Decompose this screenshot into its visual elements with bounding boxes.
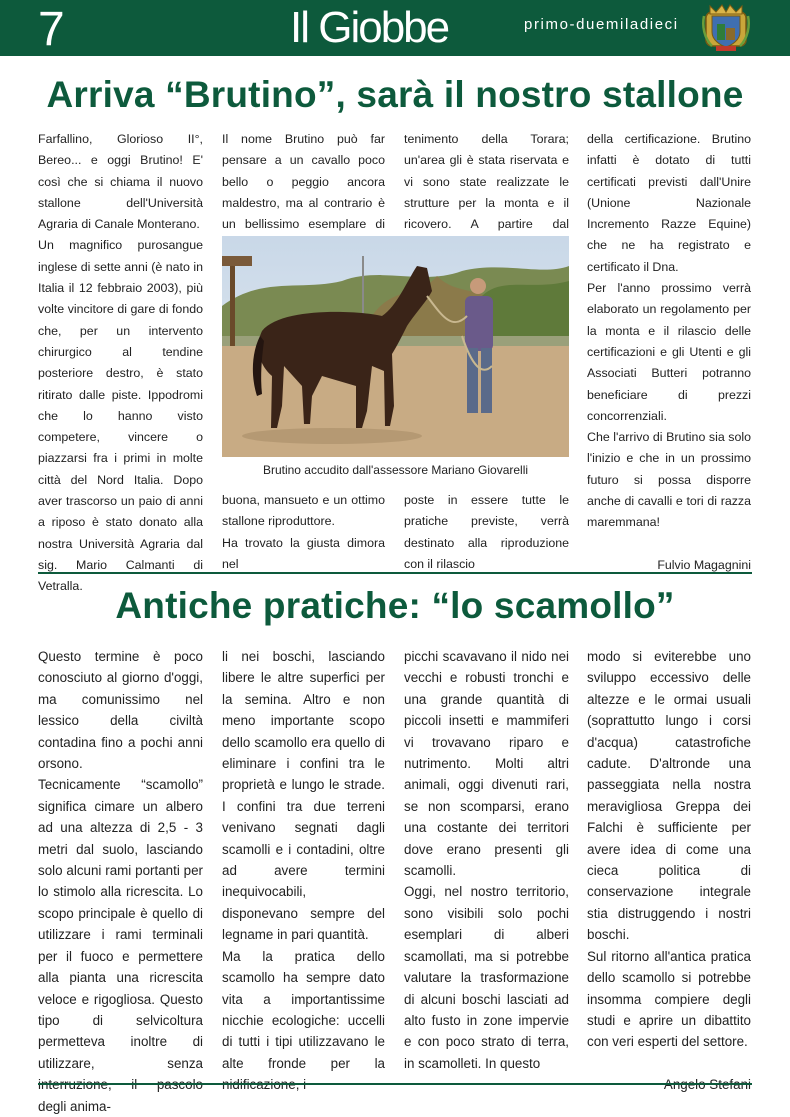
article1-column-3-bottom xyxy=(404,490,569,575)
bottom-divider xyxy=(38,1083,752,1085)
article1-column-4 xyxy=(587,129,751,576)
paragraph: li nei boschi, lasciando libere le altre superfici per la semina. Altro e non meno importante scopo dello scamollo era quello di eliminare i confini tra le proprietà e lungo le strade. I confini tra due terreni venivano segnati dagli scamolli e i contadini, oltre ad avere termini inequivocabili, disponevano sempre del legname in pari quantità. xyxy=(222,649,385,943)
paragraph: Ha trovato la giusta dimora nel xyxy=(222,535,385,571)
section-divider xyxy=(38,572,752,574)
paragraph: Tecnicamente “scamollo” significa cimare un albero ad una altezza di 2,5 - 3 metri dal suolo, lasciando solo alcuni rami portanti per lo stimolo alla ricrescita. Lo scopo principale è quello di utilizzare i rami terminali per il fuoco e permettere alla pianta una ricrescita veloce e rigogliosa. Questo tipo di selvicoltura permetteva inoltre di utilizzare, senza degli anima- xyxy=(38,777,203,1114)
paragraph: Il nome Brutino può far pensare a un cavallo poco bello o peggio ancora maldestro, ma al contrario è un bellissimo esemplare di xyxy=(222,132,385,232)
article2-headline: Antiche pratiche: “lo scamollo” xyxy=(115,585,675,626)
article1-column-1 xyxy=(38,129,203,598)
paragraph: Ma la pratica dello scamollo ha sempre dato vita a importantissime nicchie ecologiche: uccelli di tutti i tipi utilizzavano le alte fronde per la xyxy=(222,948,385,1071)
paragraph: Che l'arrivo di Brutino sia solo l'inizio e che in un prossimo futuro si possa disporre anche di cavalli e tori di razza maremmana! xyxy=(587,430,751,530)
paragraph: Oggi, nel nostro territorio, sono visibili solo pochi esemplari di alberi scamollati, ma si potrebbe valutare la trasformazione di alcuni boschi lasciati ad alto fusto in zone impervie e con poco strato di terra, in scamolleti. In questo xyxy=(404,884,569,1071)
page-number: 7 xyxy=(38,3,65,56)
paragraph: poste in essere tutte le pratiche previste, verrà destinato alla riproduzione con il rilascio xyxy=(404,493,569,571)
article1-column-2-bottom xyxy=(222,490,385,575)
paragraph: picchi scavavano il nido nei vecchi e robusti tronchi e una grande quantità di piccoli insetti e mammiferi vi trovavano riparo e nutrimento. Molti altri animali, oggi divenuti rari, se non scomparsi, erano una costante dei territori dove erano presenti gli scamolli. xyxy=(404,649,569,879)
masthead xyxy=(0,0,790,56)
paragraph: Un magnifico purosangue inglese di sette anni (è nato in Italia il 12 febbraio 2003), più volte vincitore di gare di fondo che, per un intervento chirurgico al tendine posteriore destro, è stato ritirato dalle piste. Ippodromi che lo hanno visto competere, vincere o piazzarsi fra i primi in molte città del Nord Italia. Dopo aver trascorso un paio di anni a riposo è stato donato alla nostra Università Agraria dal sig. Mario Calmanti di Vetralla. xyxy=(38,238,203,594)
paragraph: Questo termine è poco conosciuto al giorno d'oggi, ma comunissimo nel lessico della civiltà contadina fino a pochi anni orsono. xyxy=(38,649,203,772)
paragraph: tenimento della Torara; un'area gli è stata riservata e vi sono state realizzate le strutture per la monta e il ricovero. A partire dal xyxy=(404,132,569,232)
photo-caption: Brutino accudito dall'assessore Mariano Giovarelli xyxy=(262,463,529,477)
article2-column-3 xyxy=(404,646,569,1074)
author-signature: Fulvio Magagnini xyxy=(657,557,751,572)
article1-headline: Arriva “Brutino”, sarà il nostro stallone xyxy=(46,74,744,115)
paragraph: Farfallino, Glorioso II°, Bereo... e oggi Brutino! E' così che si chiama il nuovo stallone dell'Università Agraria di Canale Monterano. xyxy=(38,132,203,232)
paragraph: Per l'anno prossimo verrà elaborato un regolamento per la monta e il rilascio delle certificazioni e gli Utenti e gli Associati Butteri potranno beneficiare di prezzi concorrenziali. xyxy=(587,281,751,423)
article2-column-2 xyxy=(222,646,385,1096)
paragraph: della certificazione. Brutino infatti è dotato di tutti certificati previsti dall'Unire (Unione Nazionale Incremento Razze Equine) che ne ha registrato e certificato il Dna. xyxy=(587,132,751,274)
paragraph: buona, mansueto e un ottimo stallone riproduttore. xyxy=(222,493,385,529)
article2-column-4 xyxy=(587,646,751,1095)
paragraph: Sul ritorno all'antica pratica dello scamollo si potrebbe insomma compiere degli studi e aprire un dibattito con veri esperti del settore. xyxy=(587,948,751,1050)
horse-photo xyxy=(222,236,569,457)
paragraph: modo si eviterebbe uno sviluppo eccessivo delle altezze e le ormai usuali (soprattutto lungo i corsi d'acqua) catastrofiche cadute. D'altronde una passeggiata nella nostra meravigliosa Greppa dei Falchi è sufficiente per avere idea di come una cieca politica di conservazione integrale stia distruggendo i nostri boschi. xyxy=(587,649,751,943)
newspaper-title: Il Giobbe xyxy=(290,3,449,52)
article2-column-1 xyxy=(38,646,203,1117)
issue-label: primo-duemiladieci xyxy=(524,16,679,33)
coat-of-arms-icon xyxy=(702,2,750,54)
